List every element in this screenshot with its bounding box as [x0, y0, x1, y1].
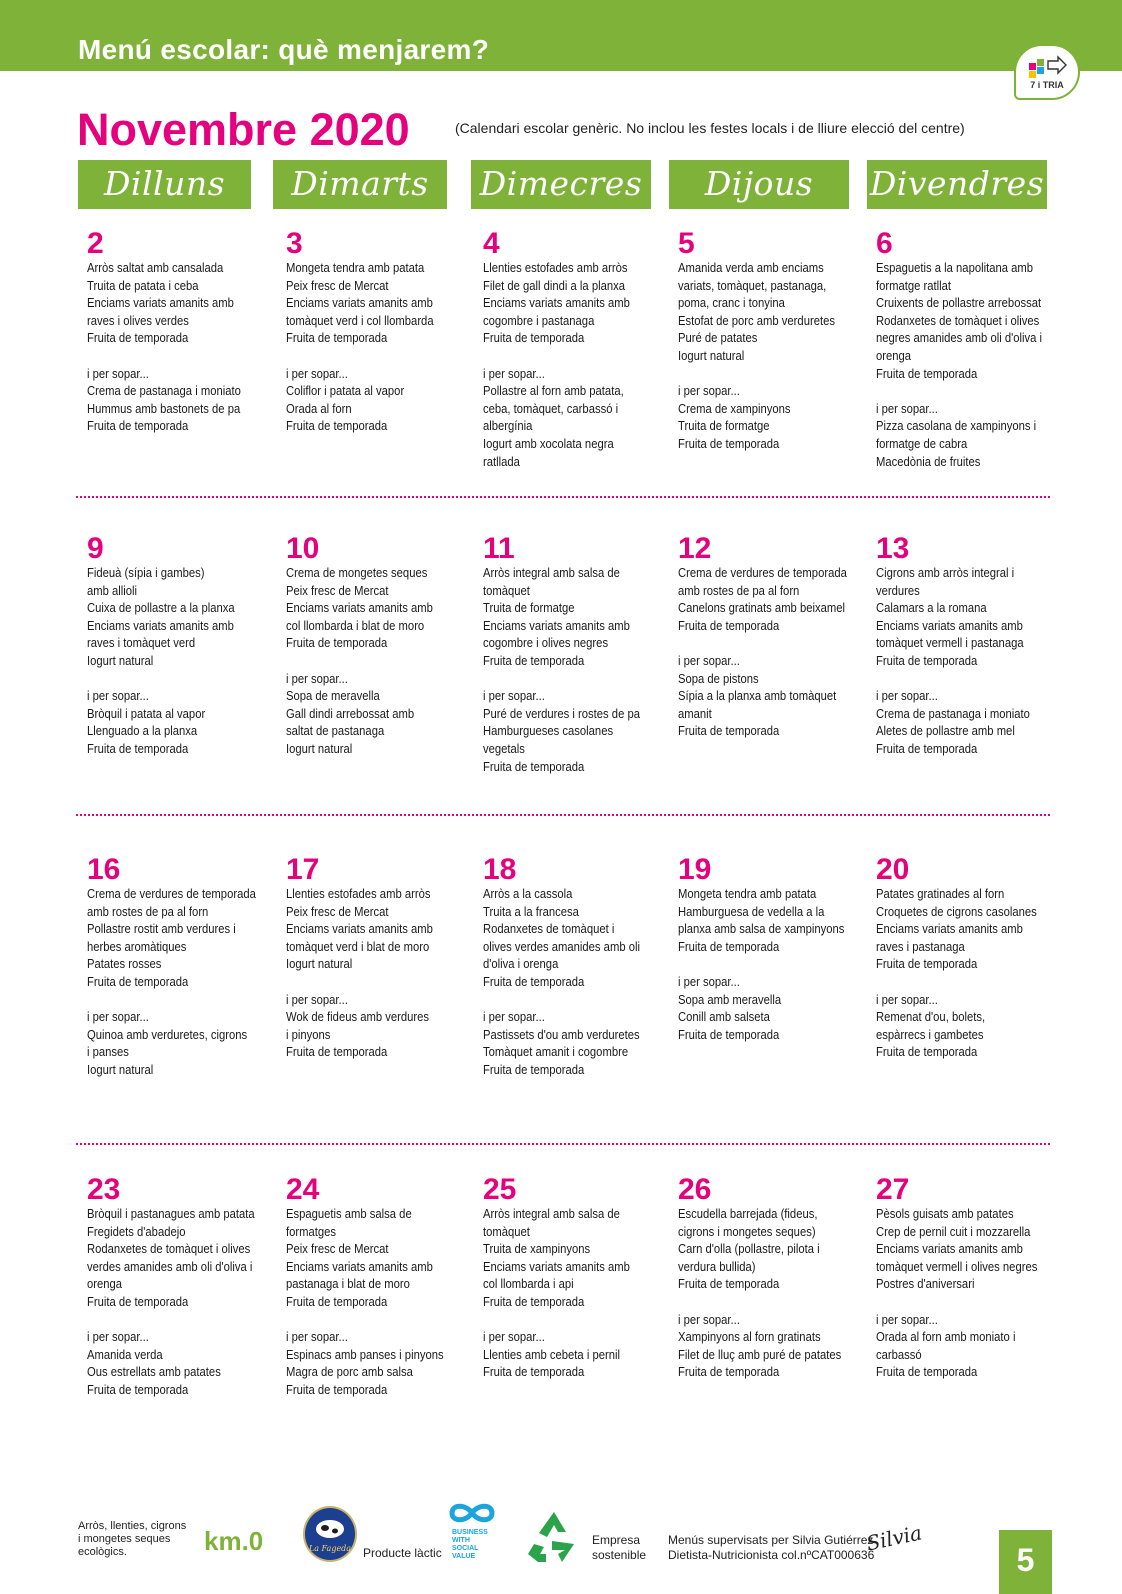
menu-item: Fruita de temporada [876, 366, 978, 381]
dinner-label: i per sopar... [678, 974, 740, 989]
dinner-label: i per sopar... [483, 689, 545, 704]
menu-item: vegetals [483, 741, 525, 756]
menu-item: Gall dindi arrebossat amb [286, 706, 415, 721]
menu-item: Enciams variats amanits amb [87, 296, 234, 311]
menu-item: Filet de lluç amb puré de patates [678, 1347, 842, 1362]
infinity-icon [446, 1502, 498, 1524]
menu-item: Macedònia de fruites [876, 454, 981, 469]
menu-item: Fruita de temporada [678, 1277, 780, 1292]
day-number: 16 [87, 853, 121, 886]
menu-item: verdura bullida) [678, 1259, 756, 1274]
menu-item: Peix fresc de Mercat [286, 278, 389, 293]
day-menu [876, 854, 1066, 1062]
menu-item: Magra de porc amb salsa [286, 1365, 413, 1380]
spacer [87, 671, 277, 689]
spacer [483, 348, 673, 366]
menu-item: Espaguetis amb salsa de [286, 1207, 412, 1221]
menu-item: Fruita de temporada [678, 1365, 780, 1380]
menu-item: amb rostes de pa al forn [87, 904, 209, 919]
page-number: 5 [999, 1530, 1052, 1594]
dinner-label: i per sopar... [87, 689, 149, 704]
logo-square-icon [1037, 67, 1044, 74]
page-title: Menú escolar: què menjarem? [78, 34, 490, 65]
arrow-icon [1046, 55, 1068, 77]
menu-item: cogombre i olives negres [483, 636, 609, 651]
menu-item: formatge ratllat [876, 278, 952, 293]
menu-item: Fruita de temporada [286, 1382, 388, 1397]
day-menu [483, 533, 673, 776]
menu-item: Pastissets d'ou amb verduretes [483, 1027, 640, 1042]
menu-item: espàrrecs i gambetes [876, 1027, 984, 1042]
menu-item: tomàquet vermell i pastanaga [876, 636, 1024, 651]
menu-item: Peix fresc de Mercat [286, 583, 389, 598]
menu-item: olives verdes amanides amb oli [483, 939, 640, 954]
menu-item: Fruita de temporada [286, 636, 388, 651]
menu-item: Arròs integral amb salsa de [483, 1207, 620, 1221]
spacer [87, 992, 277, 1010]
day-menu [286, 533, 476, 759]
menu-item: Sopa amb meravella [678, 992, 782, 1007]
menu-item: Fruita de temporada [483, 331, 585, 346]
menu-item: Fruita de temporada [483, 653, 585, 668]
menu-item: Crema de verdures de temporada [87, 887, 256, 901]
day-menu [483, 854, 673, 1080]
menu-item: orenga [87, 1277, 123, 1292]
day-header-friday: Divendres [867, 160, 1047, 209]
menu-item: Enciams variats amanits amb [87, 618, 234, 633]
menu-item: variats, tomàquet, pastanaga, [678, 278, 827, 293]
menu-item: Fruita de temporada [87, 331, 189, 346]
day-menu [87, 1174, 277, 1400]
menu-item: Filet de gall dindi a la planxa [483, 278, 625, 293]
day-menu [87, 854, 277, 1080]
day-menu [876, 1174, 1066, 1382]
spacer [876, 974, 1066, 992]
menu-item: raves i tomàquet verd [87, 636, 196, 651]
menu-item: formatges [286, 1224, 337, 1239]
menu-item: Cigrons amb arròs integral i [876, 566, 1015, 580]
logo-square-icon [1029, 71, 1036, 78]
spacer [876, 1294, 1066, 1312]
month-title: Novembre 2020 [77, 104, 410, 155]
spacer [87, 1312, 277, 1330]
menu-item: Fideuà (sípia i gambes) [87, 566, 205, 580]
menu-item: negres amanides amb oli d'oliva i [876, 331, 1042, 346]
menu-item: Enciams variats amanits amb [876, 922, 1023, 937]
menu-item: Truita de formatge [483, 601, 575, 616]
menu-item: Sípia a la planxa amb tomàquet [678, 689, 837, 704]
menu-item: Crema de mongetes seques [286, 566, 428, 580]
menu-item: col llombarda i blat de moro [286, 618, 425, 633]
menu-item: ratllada [483, 454, 520, 469]
menu-item: tomàquet verd i blat de moro [286, 939, 430, 954]
menu-item: Espaguetis a la napolitana amb [876, 261, 1033, 275]
menu-item: ceba, tomàquet, carbassó i [483, 401, 619, 416]
menu-item: Espinacs amb panses i pinyons [286, 1347, 444, 1362]
menu-item: Crema de verdures de temporada [678, 566, 847, 580]
day-menu [286, 228, 476, 436]
dinner-label: i per sopar... [876, 1312, 938, 1327]
calendar-note: (Calendari escolar genèric. No inclou les festes locals i de lliure elecció del centre) [455, 120, 965, 136]
menu-item: Patates gratinades al forn [876, 887, 1005, 901]
day-menu [286, 854, 476, 1062]
menu-item: Puré de patates [678, 331, 758, 346]
dinner-label: i per sopar... [876, 992, 938, 1007]
menu-item: Fruita de temporada [483, 759, 585, 774]
menu-item: Llenties amb cebeta i pernil [483, 1347, 620, 1362]
menu-item: Fregidets d'abadejo [87, 1224, 186, 1239]
spacer [678, 956, 868, 974]
menu-item: albergínia [483, 419, 533, 434]
dinner-label: i per sopar... [483, 366, 545, 381]
menu-item: Croquetes de cigrons casolanes [876, 904, 1037, 919]
spacer [286, 348, 476, 366]
menu-item: Canelons gratinats amb beixamel [678, 601, 845, 616]
menu-item: tomàquet vermell i olives negres [876, 1259, 1038, 1274]
menu-item: poma, cranc i tonyina [678, 296, 785, 311]
menu-item: Fruita de temporada [678, 618, 780, 633]
spacer [876, 671, 1066, 689]
day-number: 17 [286, 853, 320, 886]
day-menu [678, 533, 868, 741]
day-number: 25 [483, 1173, 517, 1206]
menu-item: Amanida verda [87, 1347, 163, 1362]
day-menu [286, 1174, 476, 1400]
menu-item: Hamburgueses casolanes [483, 724, 614, 739]
menu-item: d'oliva i orenga [483, 957, 559, 972]
dinner-label: i per sopar... [87, 1010, 149, 1025]
cow-icon [305, 1514, 355, 1542]
menu-item: Fruita de temporada [483, 974, 585, 989]
spacer [87, 348, 277, 366]
menu-item: Fruita de temporada [876, 653, 978, 668]
menu-item: Enciams variats amanits amb [286, 296, 433, 311]
menu-item: Hummus amb bastonets de pa [87, 401, 241, 416]
day-menu [87, 228, 277, 436]
recycle-icon [524, 1508, 584, 1564]
menu-item: raves i pastanaga [876, 939, 965, 954]
menu-item: Quinoa amb verduretes, cigrons [87, 1027, 248, 1042]
day-number: 18 [483, 853, 517, 886]
menu-item: Pizza casolana de xampinyons i [876, 419, 1037, 434]
menu-item: Fruita de temporada [678, 436, 780, 451]
menu-item: Rodanxetes de tomàquet i [483, 922, 615, 937]
menu-item: Orada al forn amb moniato i [876, 1330, 1016, 1345]
menu-item: Enciams variats amanits amb [483, 296, 630, 311]
menu-item: Llenguado a la planxa [87, 724, 198, 739]
menu-item: Rodanxetes de tomàquet i olives [876, 313, 1040, 328]
menu-item: Llenties estofades amb arròs [483, 261, 628, 275]
menu-item: Ous estrellats amb patates [87, 1365, 221, 1380]
menu-item: Arròs saltat amb cansalada [87, 261, 224, 275]
day-number: 13 [876, 532, 910, 565]
logo-square-icon [1029, 63, 1036, 70]
dinner-label: i per sopar... [87, 366, 149, 381]
menu-item: Iogurt natural [678, 348, 745, 363]
menu-item: planxa amb salsa de xampinyons [678, 922, 845, 937]
dairy-label: Producte làctic [363, 1546, 442, 1560]
menu-item: Puré de verdures i rostes de pa [483, 706, 640, 721]
menu-item: Amanida verda amb enciams [678, 261, 824, 275]
menu-item: Fruita de temporada [87, 741, 189, 756]
menu-item: Arròs integral amb salsa de [483, 566, 620, 580]
spacer [286, 1312, 476, 1330]
menu-item: Bròquil i patata al vapor [87, 706, 206, 721]
day-menu [876, 228, 1066, 471]
menu-item: Carn d'olla (pollastre, pilota i [678, 1242, 820, 1257]
week-separator [76, 1143, 1050, 1145]
menu-item: Fruita de temporada [876, 1045, 978, 1060]
menu-item: verdes amanides amb oli d'oliva i [87, 1259, 253, 1274]
menu-item: carbassó [876, 1347, 922, 1362]
menu-item: Escudella barrejada (fideus, [678, 1207, 818, 1221]
day-number: 20 [876, 853, 910, 886]
menu-item: Peix fresc de Mercat [286, 1242, 389, 1257]
menu-item: amb allioli [87, 583, 138, 598]
menu-item: Sopa de pistons [678, 671, 759, 686]
day-menu [483, 228, 673, 471]
day-menu [876, 533, 1066, 759]
dinner-label: i per sopar... [876, 689, 938, 704]
menu-item: Fruita de temporada [678, 1027, 780, 1042]
menu-item: saltat de pastanaga [286, 724, 385, 739]
menu-item: Fruita de temporada [876, 1365, 978, 1380]
menu-item: formatge de cabra [876, 436, 968, 451]
menu-item: Enciams variats amanits amb [876, 1242, 1023, 1257]
dinner-label: i per sopar... [678, 384, 740, 399]
menu-item: Truita de formatge [678, 419, 770, 434]
menu-item: Enciams variats amanits amb [286, 601, 433, 616]
dinner-label: i per sopar... [876, 401, 938, 416]
menu-item: Fruita de temporada [286, 1045, 388, 1060]
day-number: 26 [678, 1173, 712, 1206]
header-bar [0, 0, 1122, 71]
menu-item: Crema de pastanaga i moniato [876, 706, 1030, 721]
menu-item: Fruita de temporada [286, 1294, 388, 1309]
menu-item: Fruita de temporada [286, 331, 388, 346]
menu-item: Remenat d'ou, bolets, [876, 1010, 986, 1025]
menu-item: i panses [87, 1045, 129, 1060]
menu-item: Llenties estofades amb arròs [286, 887, 431, 901]
day-number: 9 [87, 532, 104, 565]
menu-item: Hamburguesa de vedella a la [678, 904, 825, 919]
business-social-value-logo: BUSINESS WITH SOCIAL VALUE [446, 1502, 498, 1564]
logo-text: 7 i TRIA [1030, 80, 1064, 90]
dinner-label: i per sopar... [678, 1312, 740, 1327]
menu-item: col llombarda i api [483, 1277, 574, 1292]
spacer [678, 1294, 868, 1312]
dinner-label: i per sopar... [286, 671, 348, 686]
dinner-label: i per sopar... [87, 1330, 149, 1345]
signature: Silvia [864, 1520, 925, 1556]
menu-item: tomàquet verd i col llombarda [286, 313, 434, 328]
menu-item: Fruita de temporada [286, 419, 388, 434]
day-menu [678, 1174, 868, 1382]
spacer [876, 383, 1066, 401]
day-number: 3 [286, 227, 303, 260]
spacer [678, 366, 868, 384]
spacer [286, 653, 476, 671]
menu-item: Fruita de temporada [87, 974, 189, 989]
menu-item: verdures [876, 583, 920, 598]
menu-item: Wok de fideus amb verdures [286, 1010, 429, 1025]
dinner-label: i per sopar... [286, 366, 348, 381]
menu-item: Orada al forn [286, 401, 352, 416]
menu-item: Fruita de temporada [483, 1062, 585, 1077]
day-header-tuesday: Dimarts [273, 160, 447, 209]
menu-item: Crema de xampinyons [678, 401, 791, 416]
menu-item: Estofat de porc amb verduretes [678, 313, 835, 328]
menu-item: amb rostes de pa al forn [678, 583, 800, 598]
spacer [286, 974, 476, 992]
menu-item: Fruita de temporada [678, 939, 780, 954]
menu-item: Pollastre rostit amb verdures i [87, 922, 236, 937]
menu-item: Enciams variats amanits amb [876, 618, 1023, 633]
menu-item: Enciams variats amanits amb [483, 618, 630, 633]
dinner-label: i per sopar... [678, 653, 740, 668]
spacer [483, 992, 673, 1010]
day-header-wednesday: Dimecres [471, 160, 651, 209]
day-number: 2 [87, 227, 104, 260]
eco-note: Arròs, llenties, cigrons i mongetes seques ecològics. [78, 1520, 187, 1558]
day-number: 10 [286, 532, 320, 565]
dinner-label: i per sopar... [286, 1330, 348, 1345]
menu-item: Enciams variats amanits amb [286, 1259, 433, 1274]
menu-item: Enciams variats amanits amb [483, 1259, 630, 1274]
menu-item: Enciams variats amanits amb [286, 922, 433, 937]
day-menu [87, 533, 277, 759]
menu-item: Fruita de temporada [876, 957, 978, 972]
menu-item: Arròs a la cassola [483, 887, 573, 901]
menu-item: Coliflor i patata al vapor [286, 384, 405, 399]
menu-item: Bròquil i pastanagues amb patata [87, 1207, 255, 1221]
menu-item: Fruita de temporada [678, 724, 780, 739]
menu-item: herbes aromàtiques [87, 939, 187, 954]
dinner-label: i per sopar... [483, 1330, 545, 1345]
menu-item: Pèsols guisats amb patates [876, 1207, 1014, 1221]
spacer [678, 635, 868, 653]
menu-item: Patates rosses [87, 957, 162, 972]
km0-logo: km.0 [204, 1526, 264, 1556]
menu-item: Fruita de temporada [483, 1294, 585, 1309]
day-header-thursday: Dijous [669, 160, 849, 209]
menu-item: Rodanxetes de tomàquet i olives [87, 1242, 251, 1257]
menu-item: Xampinyons al forn gratinats [678, 1330, 821, 1345]
menu-item: Iogurt natural [87, 653, 154, 668]
menu-item: cigrons i mongetes seques) [678, 1224, 816, 1239]
menu-item: Iogurt natural [286, 957, 353, 972]
day-number: 19 [678, 853, 712, 886]
menu-item: Truita de xampinyons [483, 1242, 591, 1257]
menu-item: Fruita de temporada [87, 419, 189, 434]
7-i-tria-logo [1014, 44, 1080, 100]
day-header-monday: Dilluns [78, 160, 251, 209]
menu-item: Iogurt amb xocolata negra [483, 436, 614, 451]
menu-item: orenga [876, 348, 912, 363]
menu-item: amanit [678, 706, 712, 721]
menu-item: Fruita de temporada [483, 1365, 585, 1380]
week-separator [76, 496, 1050, 498]
day-number: 27 [876, 1173, 910, 1206]
menu-item: Cuixa de pollastre a la planxa [87, 601, 235, 616]
menu-item: Mongeta tendra amb patata [286, 261, 425, 275]
menu-item: Fruita de temporada [87, 1382, 189, 1397]
menu-item: cogombre i pastanaga [483, 313, 595, 328]
menu-item: Fruita de temporada [876, 741, 978, 756]
supervised-note: Menús supervisats per Silvia Gutiérrez Dietista-Nutricionista col.nºCAT000636 [668, 1533, 875, 1562]
la-fageda-logo: La Fageda [303, 1506, 357, 1562]
day-number: 11 [483, 532, 515, 565]
menu-item: Tomàquet amanit i cogombre [483, 1045, 629, 1060]
menu-item: Cruixents de pollastre arrebossat [876, 296, 1042, 311]
menu-item: Sopa de meravella [286, 689, 380, 704]
menu-item: Conill amb salseta [678, 1010, 770, 1025]
menu-item: Mongeta tendra amb patata [678, 887, 817, 901]
day-number: 4 [483, 227, 500, 260]
day-menu [678, 228, 868, 454]
menu-item: Peix fresc de Mercat [286, 904, 389, 919]
day-number: 23 [87, 1173, 121, 1206]
menu-item: Iogurt natural [286, 741, 353, 756]
day-number: 24 [286, 1173, 320, 1206]
menu-item: Aletes de pollastre amb mel [876, 724, 1015, 739]
menu-item: i pinyons [286, 1027, 331, 1042]
spacer [483, 671, 673, 689]
dinner-label: i per sopar... [483, 1010, 545, 1025]
day-number: 5 [678, 227, 695, 260]
logo-square-icon [1037, 59, 1044, 66]
menu-item: Fruita de temporada [87, 1294, 189, 1309]
menu-item: tomàquet [483, 583, 530, 598]
day-menu [483, 1174, 673, 1382]
menu-item: pastanaga i blat de moro [286, 1277, 410, 1292]
menu-item: Truita de patata i ceba [87, 278, 199, 293]
day-menu [678, 854, 868, 1044]
spacer [483, 1312, 673, 1330]
menu-item: Crema de pastanaga i moniato [87, 384, 241, 399]
menu-item: Pollastre al forn amb patata, [483, 384, 624, 399]
day-number: 12 [678, 532, 712, 565]
menu-item: raves i olives verdes [87, 313, 189, 328]
menu-item: Crep de pernil cuit i mozzarella [876, 1224, 1031, 1239]
menu-item: Postres d'aniversari [876, 1277, 975, 1292]
menu-item: Iogurt natural [87, 1062, 154, 1077]
day-number: 6 [876, 227, 893, 260]
menu-item: Truita a la francesa [483, 904, 579, 919]
week-separator [76, 814, 1050, 816]
menu-item: Calamars a la romana [876, 601, 987, 616]
dinner-label: i per sopar... [286, 992, 348, 1007]
menu-item: tomàquet [483, 1224, 530, 1239]
sustainable-label: Empresa sostenible [592, 1533, 647, 1562]
